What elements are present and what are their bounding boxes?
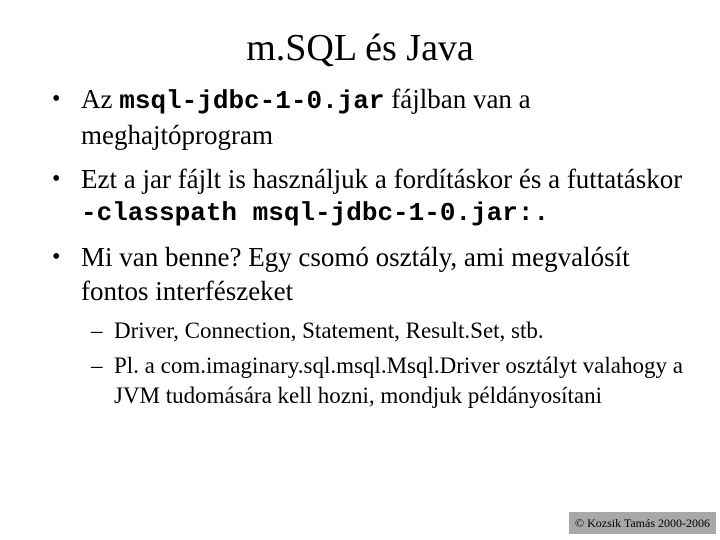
bullet-item-2 bbox=[52, 162, 692, 230]
dash-icon: – bbox=[91, 353, 103, 378]
bullet-1-post: fájlban van a meghajtóprogram bbox=[81, 84, 531, 150]
bullet-2-text: Ezt a jar fájlt is használjuk a fordításkor és a futtatáskor bbox=[81, 164, 683, 194]
bullet-dot-icon: • bbox=[52, 166, 61, 192]
bullet-list bbox=[52, 82, 692, 421]
sub-item-2 bbox=[91, 351, 692, 411]
copyright-footer: © Kozsik Tamás 2000-2006 bbox=[569, 512, 716, 534]
bullet-2-code: -classpath msql-jdbc-1-0.jar:. bbox=[81, 198, 550, 228]
slide-title: m.SQL és Java bbox=[246, 27, 474, 69]
bullet-item-3 bbox=[52, 240, 692, 411]
bullet-dot-icon: • bbox=[52, 244, 61, 270]
dash-icon: – bbox=[91, 318, 103, 343]
bullet-3-text: Mi van benne? Egy csomó osztály, ami megvalósít fontos interfészeket bbox=[81, 242, 630, 306]
sub-item-1-text: Driver, Connection, Statement, Result.Set, stb. bbox=[114, 318, 544, 343]
sub-item-1 bbox=[91, 316, 692, 346]
bullet-1-code: msql-jdbc-1-0.jar bbox=[119, 86, 385, 116]
sub-list bbox=[91, 316, 692, 411]
bullet-dot-icon: • bbox=[52, 86, 61, 112]
sub-item-2-text: Pl. a com.imaginary.sql.msql.Msql.Driver osztályt valahogy a JVM tudomására kell hozni, mondjuk példányosítani bbox=[114, 353, 683, 408]
bullet-item-1 bbox=[52, 82, 692, 152]
bullet-1-pre: Az bbox=[81, 84, 120, 114]
